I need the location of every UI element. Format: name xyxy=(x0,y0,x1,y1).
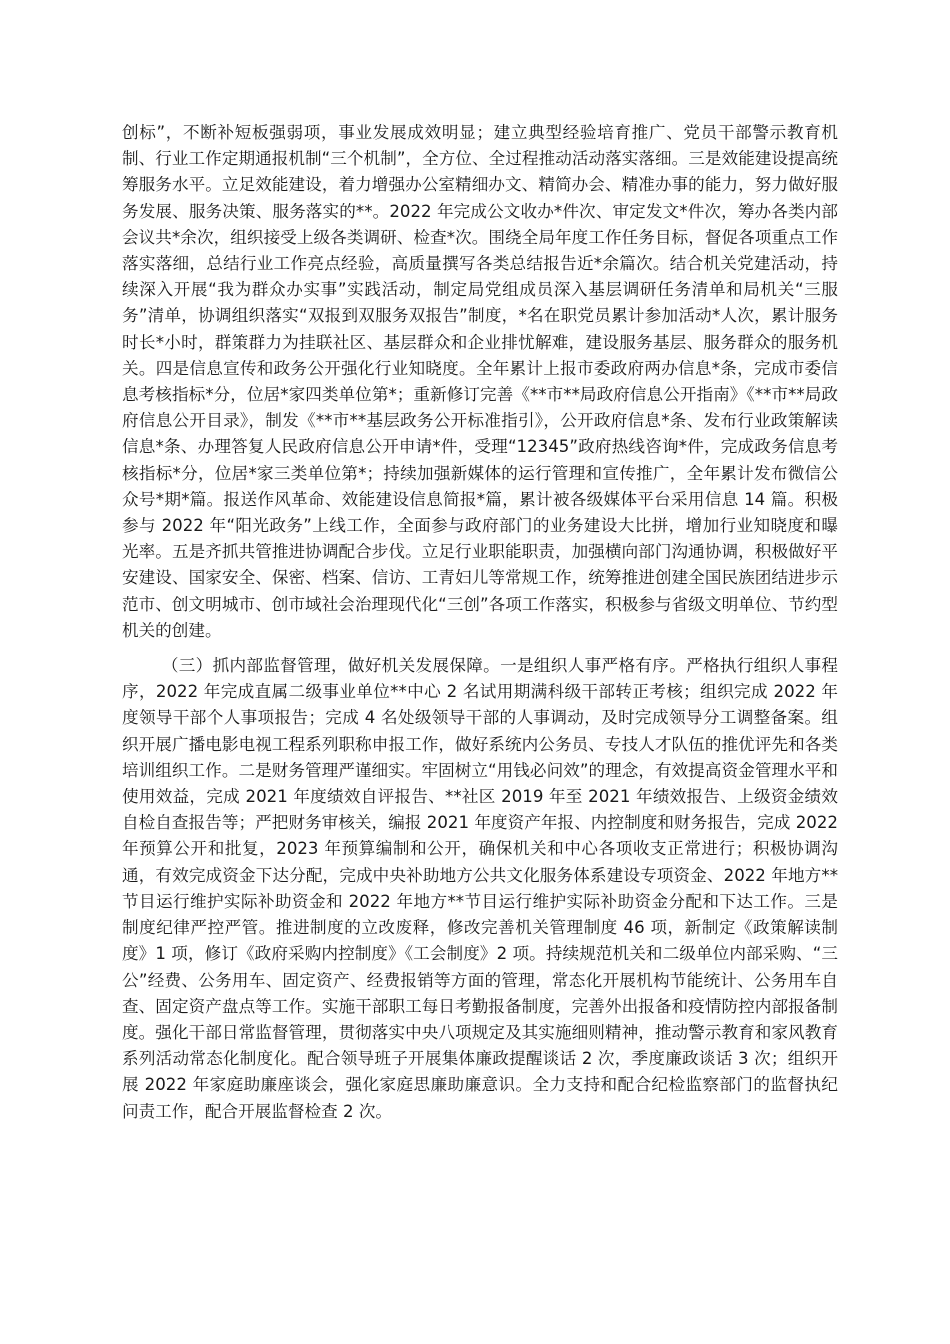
document-page xyxy=(122,120,838,1125)
paragraph-section-three: （三）抓内部监督管理，做好机关发展保障。一是组织人事严格有序。严格执行组织人事程序，2022 年完成直属二级事业单位**中心 2 名试用期满科级干部转正考核；组织完成 2022 年度领导干部个人事项报告；完成 4 名处级领导干部的人事调动，及时完成领导分工调整备案。组织开展广播电影电视工程系列职称申报工作，做好系统内公务员、专技人才队伍的推优评先和各类培训组织工作。二是财务管理严谨细实。牢固树立“用钱必问效”的理念，有效提高资金管理水平和使用效益，完成 2021 年度绩效自评报告、**社区 2019 年至 2021 年绩效报告、上级资金绩效自检自查报告等；严把财务审核关，编报 2021 年度资产年报、内控制度和财务报告，完成 2022 年预算公开和批复，2023 年预算编制和公开，确保机关和中心各项收支正常进行；积极协调沟通，有效完成资金下达分配，完成中央补助地方公共文化服务体系建设专项资金、2022 年地方**节目运行维护实际补助资金和 2022 年地方**节目运行维护实际补助资金分配和下达工作。三是制度纪律严控严管。推进制度的立改废释，修改完善机关管理制度 46 项，新制定《政策解读制度》1 项，修订《政府采购内控制度》《工会制度》2 项。持续规范机关和二级单位内部采购、“三公”经费、公务用车、固定资产、经费报销等方面的管理，常态化开展机构节能统计、公务用车自查、固定资产盘点等工作。实施干部职工每日考勤报备制度，完善外出报备和疫情防控内部报备制度。强化干部日常监督管理，贯彻落实中央八项规定及其实施细则精神，推动警示教育和家风教育系列活动常态化制度化。配合领导班子开展集体廉政提醒谈话 2 次，季度廉政谈话 3 次；组织开展 2022 年家庭助廉座谈会，强化家庭思廉助廉意识。全力支持和配合纪检监察部门的监督执纪问责工作，配合开展监督检查 2 次。 xyxy=(122,656,838,1121)
paragraph-continuation: 创标”，不断补短板强弱项，事业发展成效明显；建立典型经验培育推广、党员干部警示教育机制、行业工作定期通报机制“三个机制”，全方位、全过程推动活动落实落细。三是效能建设提高统筹服务水平。立足效能建设，着力增强办公室精细办文、精简办会、精准办事的能力，努力做好服务发展、服务决策、服务落实的**。2022 年完成公文收办*件次、审定发文*件次，筹办各类内部会议共*余次，组织接受上级各类调研、检查*次。围绕全局年度工作任务目标，督促各项重点工作落实落细，总结行业工作亮点经验，高质量撰写各类总结报告近*余篇次。结合机关党建活动，持续深入开展“我为群众办实事”实践活动，制定局党组成员深入基层调研任务清单和局机关“三服务”清单，协调组织落实“双报到双服务双报告”制度，*名在职党员累计参加活动*人次，累计服务时长*小时，群策群力为挂联社区、基层群众和企业排忧解难，建设服务基层、服务群众的服务机关。四是信息宣传和政务公开强化行业知晓度。全年累计上报市委政府两办信息*条，完成市委信息考核指标*分，位居*家四类单位第*；重新修订完善《**市**局政府信息公开指南》《**市**局政府信息公开目录》，制发《**市**基层政务公开标准指引》，公开政府信息*条、发布行业政策解读信息*条、办理答复人民政府信息公开申请*件，受理“12345”政府热线咨询*件，完成政务信息考核指标*分，位居*家三类单位第*；持续加强新媒体的运行管理和宣传推广，全年累计发布微信公众号*期*篇。报送作风革命、效能建设信息简报*篇，累计被各级媒体平台采用信息 14 篇。积极参与 2022 年“阳光政务”上线工作，全面参与政府部门的业务建设大比拼，增加行业知晓度和曝光率。五是齐抓共管推进协调配合步伐。立足行业职能职责，加强横向部门沟通协调，积极做好平安建设、国家安全、保密、档案、信访、工青妇儿等常规工作，统筹推进创建全国民族团结进步示范市、创文明城市、创市域社会治理现代化“三创”各项工作落实，积极参与省级文明单位、节约型机关的创建。 xyxy=(122,123,838,640)
